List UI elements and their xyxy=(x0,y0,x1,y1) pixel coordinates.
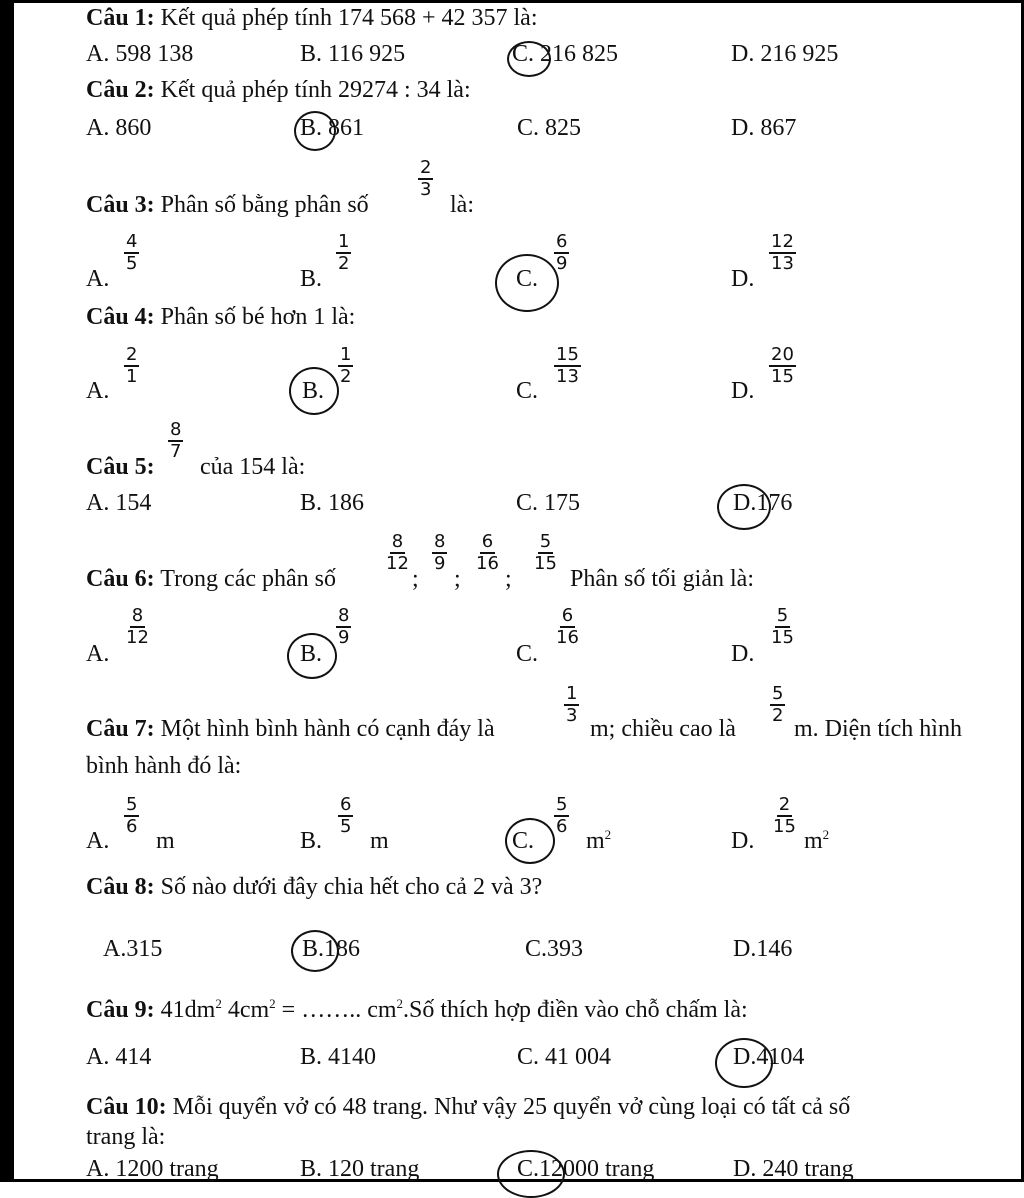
expression: 41dm xyxy=(160,997,216,1023)
q2-option-b[interactable]: B. 861 xyxy=(300,115,365,141)
q7-option-b[interactable]: B. xyxy=(300,828,323,854)
answer-circle xyxy=(294,111,336,151)
q7-option-a[interactable]: A. xyxy=(86,828,110,854)
question-label: Câu 7: xyxy=(86,716,155,742)
numerator: 8 xyxy=(131,605,144,626)
q6-option-d[interactable]: D. xyxy=(731,641,755,667)
question-text: Số nào dưới đây chia hết cho cả 2 và 3? xyxy=(160,874,543,900)
superscript: 2 xyxy=(822,827,830,842)
q4-option-d[interactable]: D. xyxy=(731,378,755,404)
fraction xyxy=(124,345,139,387)
fraction xyxy=(336,232,351,274)
option-value: 12000 trang xyxy=(539,1156,655,1182)
numerator: 5 xyxy=(772,683,784,704)
question-text: Phân số bé hơn 1 là: xyxy=(160,304,356,330)
fraction xyxy=(124,606,151,648)
fraction xyxy=(532,532,559,574)
question-8 xyxy=(86,874,542,901)
fraction xyxy=(338,345,353,387)
fraction xyxy=(769,606,796,648)
option-letter: D. xyxy=(733,1044,757,1070)
q1-option-b[interactable]: B. 116 925 xyxy=(300,41,406,67)
q5-option-b[interactable]: B. 186 xyxy=(300,490,365,516)
separator: ; xyxy=(454,566,461,592)
numerator: 2 xyxy=(126,344,138,365)
question-text: Kết quả phép tính 174 568 + 42 357 là: xyxy=(160,5,538,31)
question-label: Câu 3: xyxy=(86,192,155,218)
fraction xyxy=(384,532,411,574)
fraction xyxy=(554,606,581,648)
fraction xyxy=(432,532,447,574)
numerator: 5 xyxy=(776,605,789,626)
fraction xyxy=(124,232,139,274)
q4-option-b[interactable]: B. xyxy=(302,378,325,404)
question-text: m. Diện tích hình xyxy=(794,716,962,742)
question-text: Phân số bằng phân số xyxy=(160,192,369,218)
q1-option-a[interactable]: A. 598 138 xyxy=(86,41,194,67)
separator: ; xyxy=(505,566,512,592)
option-letter: C. xyxy=(517,1156,540,1182)
fraction xyxy=(554,795,569,837)
numerator: 8 xyxy=(338,605,350,626)
q2-option-d[interactable]: D. 867 xyxy=(731,115,797,141)
fraction xyxy=(554,345,581,387)
denominator: 12 xyxy=(386,553,409,574)
unit xyxy=(804,828,829,855)
answer-circle xyxy=(495,254,559,312)
numerator: 5 xyxy=(539,531,552,552)
numerator: 20 xyxy=(771,344,794,365)
unit: m xyxy=(156,828,175,854)
q4-option-c[interactable]: C. xyxy=(516,378,539,404)
denominator: 3 xyxy=(420,179,432,200)
q7-option-c[interactable]: C. xyxy=(512,828,535,854)
answer-circle xyxy=(505,818,555,864)
superscript: 2 xyxy=(269,996,276,1011)
fraction xyxy=(474,532,501,574)
fraction xyxy=(769,232,796,274)
question-3 xyxy=(86,192,369,219)
superscript: 2 xyxy=(396,996,404,1011)
question-text: Một hình bình hành có cạnh đáy là xyxy=(160,716,495,742)
q3-option-d[interactable]: D. xyxy=(731,266,755,292)
q6-option-a[interactable]: A. xyxy=(86,641,110,667)
question-1 xyxy=(86,5,538,32)
denominator: 5 xyxy=(126,253,138,274)
numerator: 5 xyxy=(126,794,138,815)
numerator: 5 xyxy=(556,794,568,815)
question-text: Kết quả phép tính 29274 : 34 là: xyxy=(160,77,471,103)
numerator: 8 xyxy=(170,419,182,440)
denominator: 15 xyxy=(771,366,794,387)
top-border xyxy=(14,0,1024,3)
unit: m xyxy=(370,828,389,854)
denominator: 9 xyxy=(434,553,446,574)
q4-option-a[interactable]: A. xyxy=(86,378,110,404)
fraction xyxy=(168,420,183,462)
question-text: .Số thích hợp điền vào chỗ chấm là: xyxy=(403,997,748,1023)
q9-option-b[interactable]: B. 4140 xyxy=(300,1044,377,1070)
option-letter: B. xyxy=(302,936,325,962)
question-6 xyxy=(86,566,336,593)
question-label: Câu 6: xyxy=(86,566,155,592)
q2-option-c[interactable]: C. 825 xyxy=(517,115,582,141)
numerator: 15 xyxy=(556,344,579,365)
denominator: 2 xyxy=(340,366,352,387)
question-text: trang là: xyxy=(86,1124,166,1150)
q8-option-d[interactable]: D.146 xyxy=(733,936,793,962)
denominator: 16 xyxy=(476,553,499,574)
q2-option-a[interactable]: A. 860 xyxy=(86,115,152,141)
question-text: Mỗi quyển vở có 48 trang. Như vậy 25 quyển vở cùng loại có tất cả số xyxy=(172,1094,851,1120)
denominator: 6 xyxy=(126,816,138,837)
numerator: 6 xyxy=(556,231,568,252)
q5-option-c[interactable]: C. 175 xyxy=(516,490,581,516)
question-label: Câu 5: xyxy=(86,454,155,480)
answer-circle xyxy=(715,1038,773,1088)
q6-option-b[interactable]: B. xyxy=(300,641,323,667)
question-label: Câu 1: xyxy=(86,5,155,31)
unit xyxy=(586,828,611,855)
question-label: Câu 9: xyxy=(86,997,155,1023)
fraction xyxy=(338,795,353,837)
question-9 xyxy=(86,997,748,1024)
question-7 xyxy=(86,716,495,743)
numerator: 1 xyxy=(338,231,350,252)
answer-circle xyxy=(507,41,551,77)
numerator: 4 xyxy=(126,231,138,252)
question-4 xyxy=(86,304,355,331)
question-text: m; chiều cao là xyxy=(590,716,736,742)
question-label: Câu 10: xyxy=(86,1094,167,1120)
numerator: 1 xyxy=(566,683,578,704)
denominator: 2 xyxy=(772,705,784,726)
question-label: Câu 8: xyxy=(86,874,155,900)
numerator: 6 xyxy=(561,605,574,626)
question-label: Câu 2: xyxy=(86,77,155,103)
fraction xyxy=(771,795,798,837)
unit-text: m xyxy=(804,828,823,854)
fraction xyxy=(418,158,433,200)
q3-option-b[interactable]: B. xyxy=(300,266,323,292)
question-5 xyxy=(86,454,155,481)
option-value: 186 xyxy=(324,936,361,962)
unit-text: m xyxy=(586,828,605,854)
fraction xyxy=(554,232,569,274)
numerator: 8 xyxy=(391,531,404,552)
answer-circle xyxy=(287,633,337,679)
q1-option-d[interactable]: D. 216 925 xyxy=(731,41,839,67)
q9-option-a[interactable]: A. 414 xyxy=(86,1044,152,1070)
superscript: 2 xyxy=(215,996,222,1011)
denominator: 15 xyxy=(771,627,794,648)
numerator: 8 xyxy=(434,531,446,552)
option-letter: D. xyxy=(733,490,757,516)
q10-option-d[interactable]: D. 240 trang xyxy=(733,1156,854,1182)
fraction xyxy=(770,684,785,726)
option-value: 4104 xyxy=(756,1044,805,1070)
fraction xyxy=(124,795,139,837)
left-border xyxy=(0,0,14,1182)
question-label: Câu 4: xyxy=(86,304,155,330)
question-2 xyxy=(86,77,471,104)
denominator: 1 xyxy=(126,366,138,387)
denominator: 16 xyxy=(556,627,579,648)
fraction xyxy=(564,684,579,726)
numerator: 2 xyxy=(420,157,432,178)
q5-option-a[interactable]: A. 154 xyxy=(86,490,152,516)
fraction xyxy=(769,345,796,387)
numerator: 12 xyxy=(771,231,794,252)
question-text: bình hành đó là: xyxy=(86,753,242,779)
answer-circle xyxy=(289,367,339,415)
option-value: 176 xyxy=(756,490,793,516)
answer-circle xyxy=(291,930,339,972)
denominator: 2 xyxy=(338,253,350,274)
question-text: Trong các phân số xyxy=(160,566,337,592)
numerator: 1 xyxy=(340,344,352,365)
denominator: 7 xyxy=(170,441,182,462)
question-suffix: là: xyxy=(450,192,474,218)
denominator: 13 xyxy=(556,366,579,387)
denominator: 9 xyxy=(338,627,350,648)
fraction xyxy=(336,606,351,648)
answer-circle xyxy=(497,1150,565,1198)
q8-option-a[interactable]: A.315 xyxy=(103,936,163,962)
q1-option-c[interactable]: C. 216 825 xyxy=(512,41,619,67)
denominator: 3 xyxy=(566,705,578,726)
expression: 4cm xyxy=(227,997,270,1023)
separator: ; xyxy=(412,566,419,592)
q9-option-c[interactable]: C. 41 004 xyxy=(517,1044,612,1070)
q10-option-a[interactable]: A. 1200 trang xyxy=(86,1156,219,1182)
denominator: 6 xyxy=(556,816,568,837)
denominator: 15 xyxy=(534,553,557,574)
denominator: 15 xyxy=(773,816,796,837)
q10-option-b[interactable]: B. 120 trang xyxy=(300,1156,420,1182)
question-10 xyxy=(86,1094,850,1121)
q3-option-c[interactable]: C. xyxy=(516,266,539,292)
q7-option-d[interactable]: D. xyxy=(731,828,755,854)
q8-option-c[interactable]: C.393 xyxy=(525,936,584,962)
denominator: 5 xyxy=(340,816,352,837)
question-suffix: của 154 là: xyxy=(200,454,306,480)
numerator: 6 xyxy=(481,531,494,552)
answer-circle xyxy=(717,484,771,530)
question-suffix: Phân số tối giản là: xyxy=(570,566,754,592)
denominator: 12 xyxy=(126,627,149,648)
q6-option-c[interactable]: C. xyxy=(516,641,539,667)
numerator: 6 xyxy=(340,794,352,815)
q3-option-a[interactable]: A. xyxy=(86,266,110,292)
numerator: 2 xyxy=(778,794,791,815)
superscript: 2 xyxy=(604,827,612,842)
expression: = …….. cm xyxy=(281,997,397,1023)
denominator: 9 xyxy=(556,253,568,274)
denominator: 13 xyxy=(771,253,794,274)
